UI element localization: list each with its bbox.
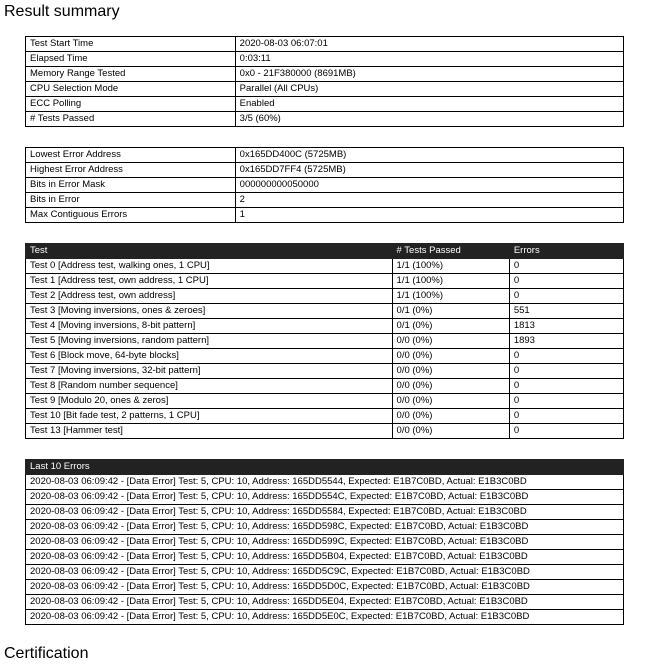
row-value: 0x0 - 21F380000 (8691MB): [235, 67, 623, 82]
table-row: [26, 349, 624, 364]
error-row: [26, 535, 624, 550]
error-count: 0: [509, 409, 623, 424]
test-name: Test 13 [Hammer test]: [26, 424, 393, 439]
table-header-row: [26, 460, 624, 475]
column-header-errors: Errors: [509, 244, 623, 259]
error-row: [26, 505, 624, 520]
table-row: [26, 52, 624, 67]
row-label: Test Start Time: [26, 37, 236, 52]
error-entry: 2020-08-03 06:09:42 - [Data Error] Test: 5, CPU: 10, Address: 165DD5E0C, Expected: E1B7C0BD, Actual: E1B3C0BD: [26, 610, 624, 625]
error-count: 1893: [509, 334, 623, 349]
table-row: [26, 409, 624, 424]
row-value: 2020-08-03 06:07:01: [235, 37, 623, 52]
test-name: Test 9 [Modulo 20, ones & zeros]: [26, 394, 393, 409]
row-value: Enabled: [235, 97, 623, 112]
row-value: 0x165DD7FF4 (5725MB): [235, 163, 623, 178]
row-value: 2: [235, 193, 623, 208]
test-name: Test 10 [Bit fade test, 2 patterns, 1 CPU]: [26, 409, 393, 424]
table-row: [26, 364, 624, 379]
error-entry: 2020-08-03 06:09:42 - [Data Error] Test: 5, CPU: 10, Address: 165DD5584, Expected: E1B7C0BD, Actual: E1B3C0BD: [26, 505, 624, 520]
error-row: [26, 580, 624, 595]
table-row: [26, 394, 624, 409]
table-row: [26, 304, 624, 319]
error-count: 0: [509, 289, 623, 304]
error-count: 0: [509, 274, 623, 289]
error-row: [26, 475, 624, 490]
error-entry: 2020-08-03 06:09:42 - [Data Error] Test: 5, CPU: 10, Address: 165DD5544, Expected: E1B7C0BD, Actual: E1B3C0BD: [26, 475, 624, 490]
tests-passed: 1/1 (100%): [392, 289, 509, 304]
last-errors-table: [25, 459, 624, 625]
row-value: 0:03:11: [235, 52, 623, 67]
tests-passed: 0/1 (0%): [392, 319, 509, 334]
test-name: Test 6 [Block move, 64-byte blocks]: [26, 349, 393, 364]
tests-passed: 0/0 (0%): [392, 379, 509, 394]
table-header-row: [26, 244, 624, 259]
row-value: 000000000050000: [235, 178, 623, 193]
error-row: [26, 565, 624, 580]
test-name: Test 3 [Moving inversions, ones & zeroes]: [26, 304, 393, 319]
error-entry: 2020-08-03 06:09:42 - [Data Error] Test: 5, CPU: 10, Address: 165DD5C9C, Expected: E1B7C0BD, Actual: E1B3C0BD: [26, 565, 624, 580]
error-count: 551: [509, 304, 623, 319]
table-row: [26, 82, 624, 97]
row-label: Max Contiguous Errors: [26, 208, 236, 223]
error-entry: 2020-08-03 06:09:42 - [Data Error] Test: 5, CPU: 10, Address: 165DD5B04, Expected: E1B7C0BD, Actual: E1B3C0BD: [26, 550, 624, 565]
column-header-test: Test: [26, 244, 393, 259]
certification-heading: Certification: [4, 645, 89, 662]
table-row: [26, 112, 624, 127]
tests-passed: 0/0 (0%): [392, 349, 509, 364]
error-count: 0: [509, 364, 623, 379]
error-row: [26, 490, 624, 505]
test-name: Test 7 [Moving inversions, 32-bit pattern]: [26, 364, 393, 379]
error-row: [26, 550, 624, 565]
test-info-table: [25, 36, 624, 127]
tests-table: [25, 243, 624, 439]
tests-passed: 0/0 (0%): [392, 424, 509, 439]
test-name: Test 0 [Address test, walking ones, 1 CPU]: [26, 259, 393, 274]
error-count: 0: [509, 379, 623, 394]
row-label: Bits in Error: [26, 193, 236, 208]
table-row: [26, 379, 624, 394]
error-entry: 2020-08-03 06:09:42 - [Data Error] Test: 5, CPU: 10, Address: 165DD598C, Expected: E1B7C0BD, Actual: E1B3C0BD: [26, 520, 624, 535]
row-label: # Tests Passed: [26, 112, 236, 127]
error-count: 0: [509, 424, 623, 439]
test-name: Test 8 [Random number sequence]: [26, 379, 393, 394]
result-summary-heading: Result summary: [4, 3, 120, 20]
column-header-tests-passed: # Tests Passed: [392, 244, 509, 259]
row-label: Bits in Error Mask: [26, 178, 236, 193]
tests-passed: 1/1 (100%): [392, 274, 509, 289]
tests-passed: 0/1 (0%): [392, 304, 509, 319]
row-value: 1: [235, 208, 623, 223]
error-row: [26, 610, 624, 625]
table-row: [26, 163, 624, 178]
error-row: [26, 520, 624, 535]
table-row: [26, 178, 624, 193]
error-count: 1813: [509, 319, 623, 334]
table-row: [26, 259, 624, 274]
table-row: [26, 193, 624, 208]
tests-passed: 0/0 (0%): [392, 364, 509, 379]
error-row: [26, 595, 624, 610]
error-count: 0: [509, 394, 623, 409]
row-label: Elapsed Time: [26, 52, 236, 67]
test-name: Test 5 [Moving inversions, random pattern]: [26, 334, 393, 349]
test-name: Test 4 [Moving inversions, 8-bit pattern]: [26, 319, 393, 334]
table-row: [26, 67, 624, 82]
error-entry: 2020-08-03 06:09:42 - [Data Error] Test: 5, CPU: 10, Address: 165DD599C, Expected: E1B7C0BD, Actual: E1B3C0BD: [26, 535, 624, 550]
test-name: Test 2 [Address test, own address]: [26, 289, 393, 304]
row-label: ECC Polling: [26, 97, 236, 112]
table-row: [26, 37, 624, 52]
table-row: [26, 289, 624, 304]
table-row: [26, 319, 624, 334]
row-label: Highest Error Address: [26, 163, 236, 178]
tests-passed: 1/1 (100%): [392, 259, 509, 274]
row-value: 3/5 (60%): [235, 112, 623, 127]
error-count: 0: [509, 259, 623, 274]
last-errors-header: Last 10 Errors: [26, 460, 624, 475]
row-label: Lowest Error Address: [26, 148, 236, 163]
error-entry: 2020-08-03 06:09:42 - [Data Error] Test: 5, CPU: 10, Address: 165DD5D0C, Expected: E1B7C0BD, Actual: E1B3C0BD: [26, 580, 624, 595]
row-label: CPU Selection Mode: [26, 82, 236, 97]
tests-passed: 0/0 (0%): [392, 334, 509, 349]
table-row: [26, 424, 624, 439]
test-name: Test 1 [Address test, own address, 1 CPU]: [26, 274, 393, 289]
table-row: [26, 274, 624, 289]
row-value: Parallel (All CPUs): [235, 82, 623, 97]
error-entry: 2020-08-03 06:09:42 - [Data Error] Test: 5, CPU: 10, Address: 165DD554C, Expected: E1B7C0BD, Actual: E1B3C0BD: [26, 490, 624, 505]
table-row: [26, 97, 624, 112]
error-info-table: [25, 147, 624, 223]
table-row: [26, 148, 624, 163]
row-label: Memory Range Tested: [26, 67, 236, 82]
error-count: 0: [509, 349, 623, 364]
table-row: [26, 208, 624, 223]
table-row: [26, 334, 624, 349]
tests-passed: 0/0 (0%): [392, 409, 509, 424]
tests-passed: 0/0 (0%): [392, 394, 509, 409]
row-value: 0x165DD400C (5725MB): [235, 148, 623, 163]
error-entry: 2020-08-03 06:09:42 - [Data Error] Test: 5, CPU: 10, Address: 165DD5E04, Expected: E1B7C0BD, Actual: E1B3C0BD: [26, 595, 624, 610]
